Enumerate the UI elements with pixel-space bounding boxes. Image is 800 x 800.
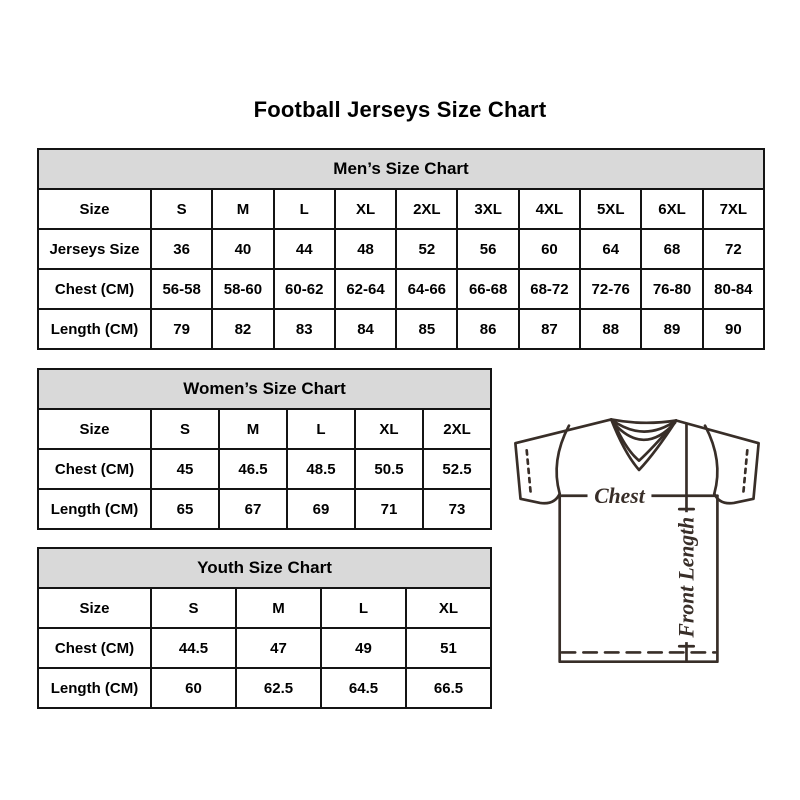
value-cell: 46.5 — [219, 449, 287, 489]
value-cell: 7XL — [703, 189, 764, 229]
value-cell: 80-84 — [703, 269, 764, 309]
value-cell: 82 — [212, 309, 273, 349]
value-cell: 52.5 — [423, 449, 491, 489]
value-cell: 44.5 — [151, 628, 236, 668]
value-cell: 88 — [580, 309, 641, 349]
value-cell: 40 — [212, 229, 273, 269]
value-cell: 50.5 — [355, 449, 423, 489]
jersey-left-armhole-seam — [557, 426, 569, 494]
table-header-row — [38, 149, 764, 189]
table-row — [38, 409, 491, 449]
value-cell: 68-72 — [519, 269, 580, 309]
jersey-left-cuff-dashed-line — [527, 450, 531, 494]
value-cell: 64-66 — [396, 269, 457, 309]
table-row — [38, 588, 491, 628]
chest-label: Chest — [594, 483, 645, 508]
value-cell: S — [151, 189, 212, 229]
table-row — [38, 309, 764, 349]
value-cell: 6XL — [641, 189, 702, 229]
row-label-cell: Length (CM) — [38, 309, 151, 349]
table-row — [38, 449, 491, 489]
value-cell: 4XL — [519, 189, 580, 229]
value-cell: 83 — [274, 309, 335, 349]
value-cell: 48 — [335, 229, 396, 269]
table-row — [38, 628, 491, 668]
value-cell: 5XL — [580, 189, 641, 229]
value-cell: 72 — [703, 229, 764, 269]
value-cell: 47 — [236, 628, 321, 668]
row-label-cell: Size — [38, 189, 151, 229]
row-label-cell: Length (CM) — [38, 668, 151, 708]
table-header-row — [38, 369, 491, 409]
value-cell: 58-60 — [212, 269, 273, 309]
value-cell: 67 — [219, 489, 287, 529]
value-cell: S — [151, 588, 236, 628]
value-cell: 44 — [274, 229, 335, 269]
value-cell: 66-68 — [457, 269, 518, 309]
front-length-label: Front Length — [674, 516, 699, 638]
table-row — [38, 269, 764, 309]
value-cell: 79 — [151, 309, 212, 349]
value-cell: 72-76 — [580, 269, 641, 309]
value-cell: L — [321, 588, 406, 628]
youth-size-table — [37, 547, 492, 709]
table-title: Men’s Size Chart — [38, 149, 764, 189]
value-cell: 66.5 — [406, 668, 491, 708]
row-label-cell: Size — [38, 409, 151, 449]
jersey-right-cuff-dashed-line — [743, 450, 747, 494]
value-cell: 60 — [519, 229, 580, 269]
value-cell: M — [219, 409, 287, 449]
value-cell: 62-64 — [335, 269, 396, 309]
row-label-cell: Chest (CM) — [38, 449, 151, 489]
row-label-cell: Jerseys Size — [38, 229, 151, 269]
value-cell: L — [287, 409, 355, 449]
mens-size-table — [37, 148, 765, 350]
jersey-right-armhole-seam — [705, 426, 717, 494]
value-cell: 69 — [287, 489, 355, 529]
value-cell: 3XL — [457, 189, 518, 229]
value-cell: 2XL — [396, 189, 457, 229]
value-cell: 64 — [580, 229, 641, 269]
row-label-cell: Size — [38, 588, 151, 628]
table-row — [38, 229, 764, 269]
value-cell: M — [212, 189, 273, 229]
value-cell: 68 — [641, 229, 702, 269]
table-header-row — [38, 548, 491, 588]
value-cell: 86 — [457, 309, 518, 349]
value-cell: 71 — [355, 489, 423, 529]
value-cell: 64.5 — [321, 668, 406, 708]
table-title: Youth Size Chart — [38, 548, 491, 588]
value-cell: 87 — [519, 309, 580, 349]
page-title: Football Jerseys Size Chart — [253, 97, 547, 122]
value-cell: S — [151, 409, 219, 449]
table-row — [38, 189, 764, 229]
row-label-cell: Length (CM) — [38, 489, 151, 529]
value-cell: 52 — [396, 229, 457, 269]
value-cell: XL — [335, 189, 396, 229]
jersey-diagram — [503, 411, 771, 665]
value-cell: 89 — [641, 309, 702, 349]
value-cell: 56-58 — [151, 269, 212, 309]
value-cell: 49 — [321, 628, 406, 668]
value-cell: 60-62 — [274, 269, 335, 309]
value-cell: 2XL — [423, 409, 491, 449]
value-cell: 73 — [423, 489, 491, 529]
value-cell: 56 — [457, 229, 518, 269]
value-cell: XL — [406, 588, 491, 628]
value-cell: 51 — [406, 628, 491, 668]
jersey-collar-top-curve — [611, 419, 676, 422]
value-cell: 85 — [396, 309, 457, 349]
value-cell: 84 — [335, 309, 396, 349]
value-cell: 36 — [151, 229, 212, 269]
value-cell: 62.5 — [236, 668, 321, 708]
womens-size-table — [37, 368, 492, 530]
value-cell: XL — [355, 409, 423, 449]
value-cell: 48.5 — [287, 449, 355, 489]
value-cell: 60 — [151, 668, 236, 708]
value-cell: M — [236, 588, 321, 628]
table-title: Women’s Size Chart — [38, 369, 491, 409]
row-label-cell: Chest (CM) — [38, 628, 151, 668]
value-cell: 90 — [703, 309, 764, 349]
value-cell: 45 — [151, 449, 219, 489]
jersey-illustration-svg — [503, 411, 771, 665]
value-cell: 65 — [151, 489, 219, 529]
row-label-cell: Chest (CM) — [38, 269, 151, 309]
table-row — [38, 489, 491, 529]
table-row — [38, 668, 491, 708]
value-cell: L — [274, 189, 335, 229]
value-cell: 76-80 — [641, 269, 702, 309]
